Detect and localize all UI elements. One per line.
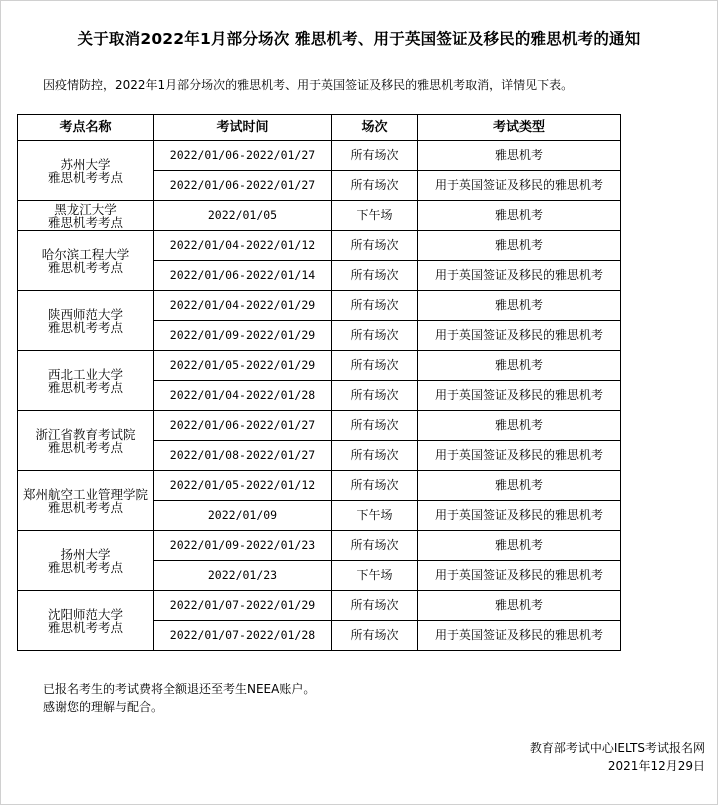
session-cell: 所有场次 bbox=[332, 471, 418, 501]
type-cell: 雅思机考 bbox=[418, 201, 621, 231]
session-cell: 所有场次 bbox=[332, 231, 418, 261]
type-cell: 雅思机考 bbox=[418, 591, 621, 621]
type-cell: 用于英国签证及移民的雅思机考 bbox=[418, 621, 621, 651]
session-cell: 所有场次 bbox=[332, 381, 418, 411]
type-cell: 用于英国签证及移民的雅思机考 bbox=[418, 441, 621, 471]
date-cell: 2022/01/05-2022/01/29 bbox=[154, 351, 332, 381]
table-row bbox=[18, 411, 621, 441]
date-cell: 2022/01/07-2022/01/29 bbox=[154, 591, 332, 621]
header-type: 考试类型 bbox=[418, 115, 621, 141]
venue-cell: 浙江省教育考试院 雅思机考考点 bbox=[18, 411, 154, 471]
type-cell: 雅思机考 bbox=[418, 291, 621, 321]
session-cell: 所有场次 bbox=[332, 141, 418, 171]
venue-cell: 沈阳师范大学 雅思机考考点 bbox=[18, 591, 154, 651]
table-row bbox=[18, 471, 621, 501]
type-cell: 用于英国签证及移民的雅思机考 bbox=[418, 501, 621, 531]
date-cell: 2022/01/04-2022/01/28 bbox=[154, 381, 332, 411]
venue-cell: 扬州大学 雅思机考考点 bbox=[18, 531, 154, 591]
table-row bbox=[18, 531, 621, 561]
type-cell: 雅思机考 bbox=[418, 531, 621, 561]
type-cell: 用于英国签证及移民的雅思机考 bbox=[418, 561, 621, 591]
session-cell: 所有场次 bbox=[332, 441, 418, 471]
session-cell: 所有场次 bbox=[332, 321, 418, 351]
cancellation-table bbox=[17, 114, 621, 651]
type-cell: 雅思机考 bbox=[418, 351, 621, 381]
session-cell: 所有场次 bbox=[332, 591, 418, 621]
date-cell: 2022/01/05 bbox=[154, 201, 332, 231]
date-cell: 2022/01/06-2022/01/14 bbox=[154, 261, 332, 291]
table-row bbox=[18, 351, 621, 381]
type-cell: 雅思机考 bbox=[418, 231, 621, 261]
intro-text: 因疫情防控，2022年1月部分场次的雅思机考、用于英国签证及移民的雅思机考取消，详情见下表。 bbox=[43, 78, 574, 92]
header-session: 场次 bbox=[332, 115, 418, 141]
header-venue: 考点名称 bbox=[18, 115, 154, 141]
header-time: 考试时间 bbox=[154, 115, 332, 141]
session-cell: 所有场次 bbox=[332, 411, 418, 441]
date-cell: 2022/01/09-2022/01/23 bbox=[154, 531, 332, 561]
session-cell: 所有场次 bbox=[332, 171, 418, 201]
date-cell: 2022/01/09-2022/01/29 bbox=[154, 321, 332, 351]
table-row bbox=[18, 591, 621, 621]
type-cell: 雅思机考 bbox=[418, 141, 621, 171]
date-cell: 2022/01/07-2022/01/28 bbox=[154, 621, 332, 651]
date-cell: 2022/01/06-2022/01/27 bbox=[154, 411, 332, 441]
date-cell: 2022/01/09 bbox=[154, 501, 332, 531]
session-cell: 下午场 bbox=[332, 561, 418, 591]
table-row bbox=[18, 141, 621, 171]
type-cell: 用于英国签证及移民的雅思机考 bbox=[418, 261, 621, 291]
venue-cell: 黑龙江大学 雅思机考考点 bbox=[18, 201, 154, 231]
type-cell: 用于英国签证及移民的雅思机考 bbox=[418, 171, 621, 201]
date-cell: 2022/01/06-2022/01/27 bbox=[154, 171, 332, 201]
type-cell: 用于英国签证及移民的雅思机考 bbox=[418, 381, 621, 411]
refund-note: 已报名考生的考试费将全额退还至考生NEEA账户。 bbox=[43, 682, 316, 696]
session-cell: 所有场次 bbox=[332, 261, 418, 291]
table-header-row bbox=[18, 115, 621, 141]
session-cell: 所有场次 bbox=[332, 291, 418, 321]
date-cell: 2022/01/05-2022/01/12 bbox=[154, 471, 332, 501]
session-cell: 所有场次 bbox=[332, 531, 418, 561]
table-row bbox=[18, 231, 621, 261]
date-cell: 2022/01/06-2022/01/27 bbox=[154, 141, 332, 171]
venue-cell: 哈尔滨工程大学 雅思机考考点 bbox=[18, 231, 154, 291]
page-title: 关于取消2022年1月部分场次 雅思机考、用于英国签证及移民的雅思机考的通知 bbox=[77, 30, 641, 48]
date-cell: 2022/01/08-2022/01/27 bbox=[154, 441, 332, 471]
table-row bbox=[18, 201, 621, 231]
signature: 教育部考试中心IELTS考试报名网 bbox=[529, 741, 705, 755]
date-cell: 2022/01/04-2022/01/29 bbox=[154, 291, 332, 321]
session-cell: 所有场次 bbox=[332, 621, 418, 651]
session-cell: 下午场 bbox=[332, 201, 418, 231]
session-cell: 所有场次 bbox=[332, 351, 418, 381]
type-cell: 雅思机考 bbox=[418, 411, 621, 441]
date-cell: 2022/01/23 bbox=[154, 561, 332, 591]
table-body bbox=[18, 141, 621, 651]
type-cell: 用于英国签证及移民的雅思机考 bbox=[418, 321, 621, 351]
venue-cell: 苏州大学 雅思机考考点 bbox=[18, 141, 154, 201]
table-row bbox=[18, 291, 621, 321]
date-cell: 2022/01/04-2022/01/12 bbox=[154, 231, 332, 261]
venue-cell: 郑州航空工业管理学院雅思机考考点 bbox=[18, 471, 154, 531]
type-cell: 雅思机考 bbox=[418, 471, 621, 501]
venue-cell: 陕西师范大学 雅思机考考点 bbox=[18, 291, 154, 351]
session-cell: 下午场 bbox=[332, 501, 418, 531]
thanks-note: 感谢您的理解与配合。 bbox=[43, 700, 164, 714]
notice-date: 2021年12月29日 bbox=[607, 759, 705, 773]
venue-cell: 西北工业大学 雅思机考考点 bbox=[18, 351, 154, 411]
